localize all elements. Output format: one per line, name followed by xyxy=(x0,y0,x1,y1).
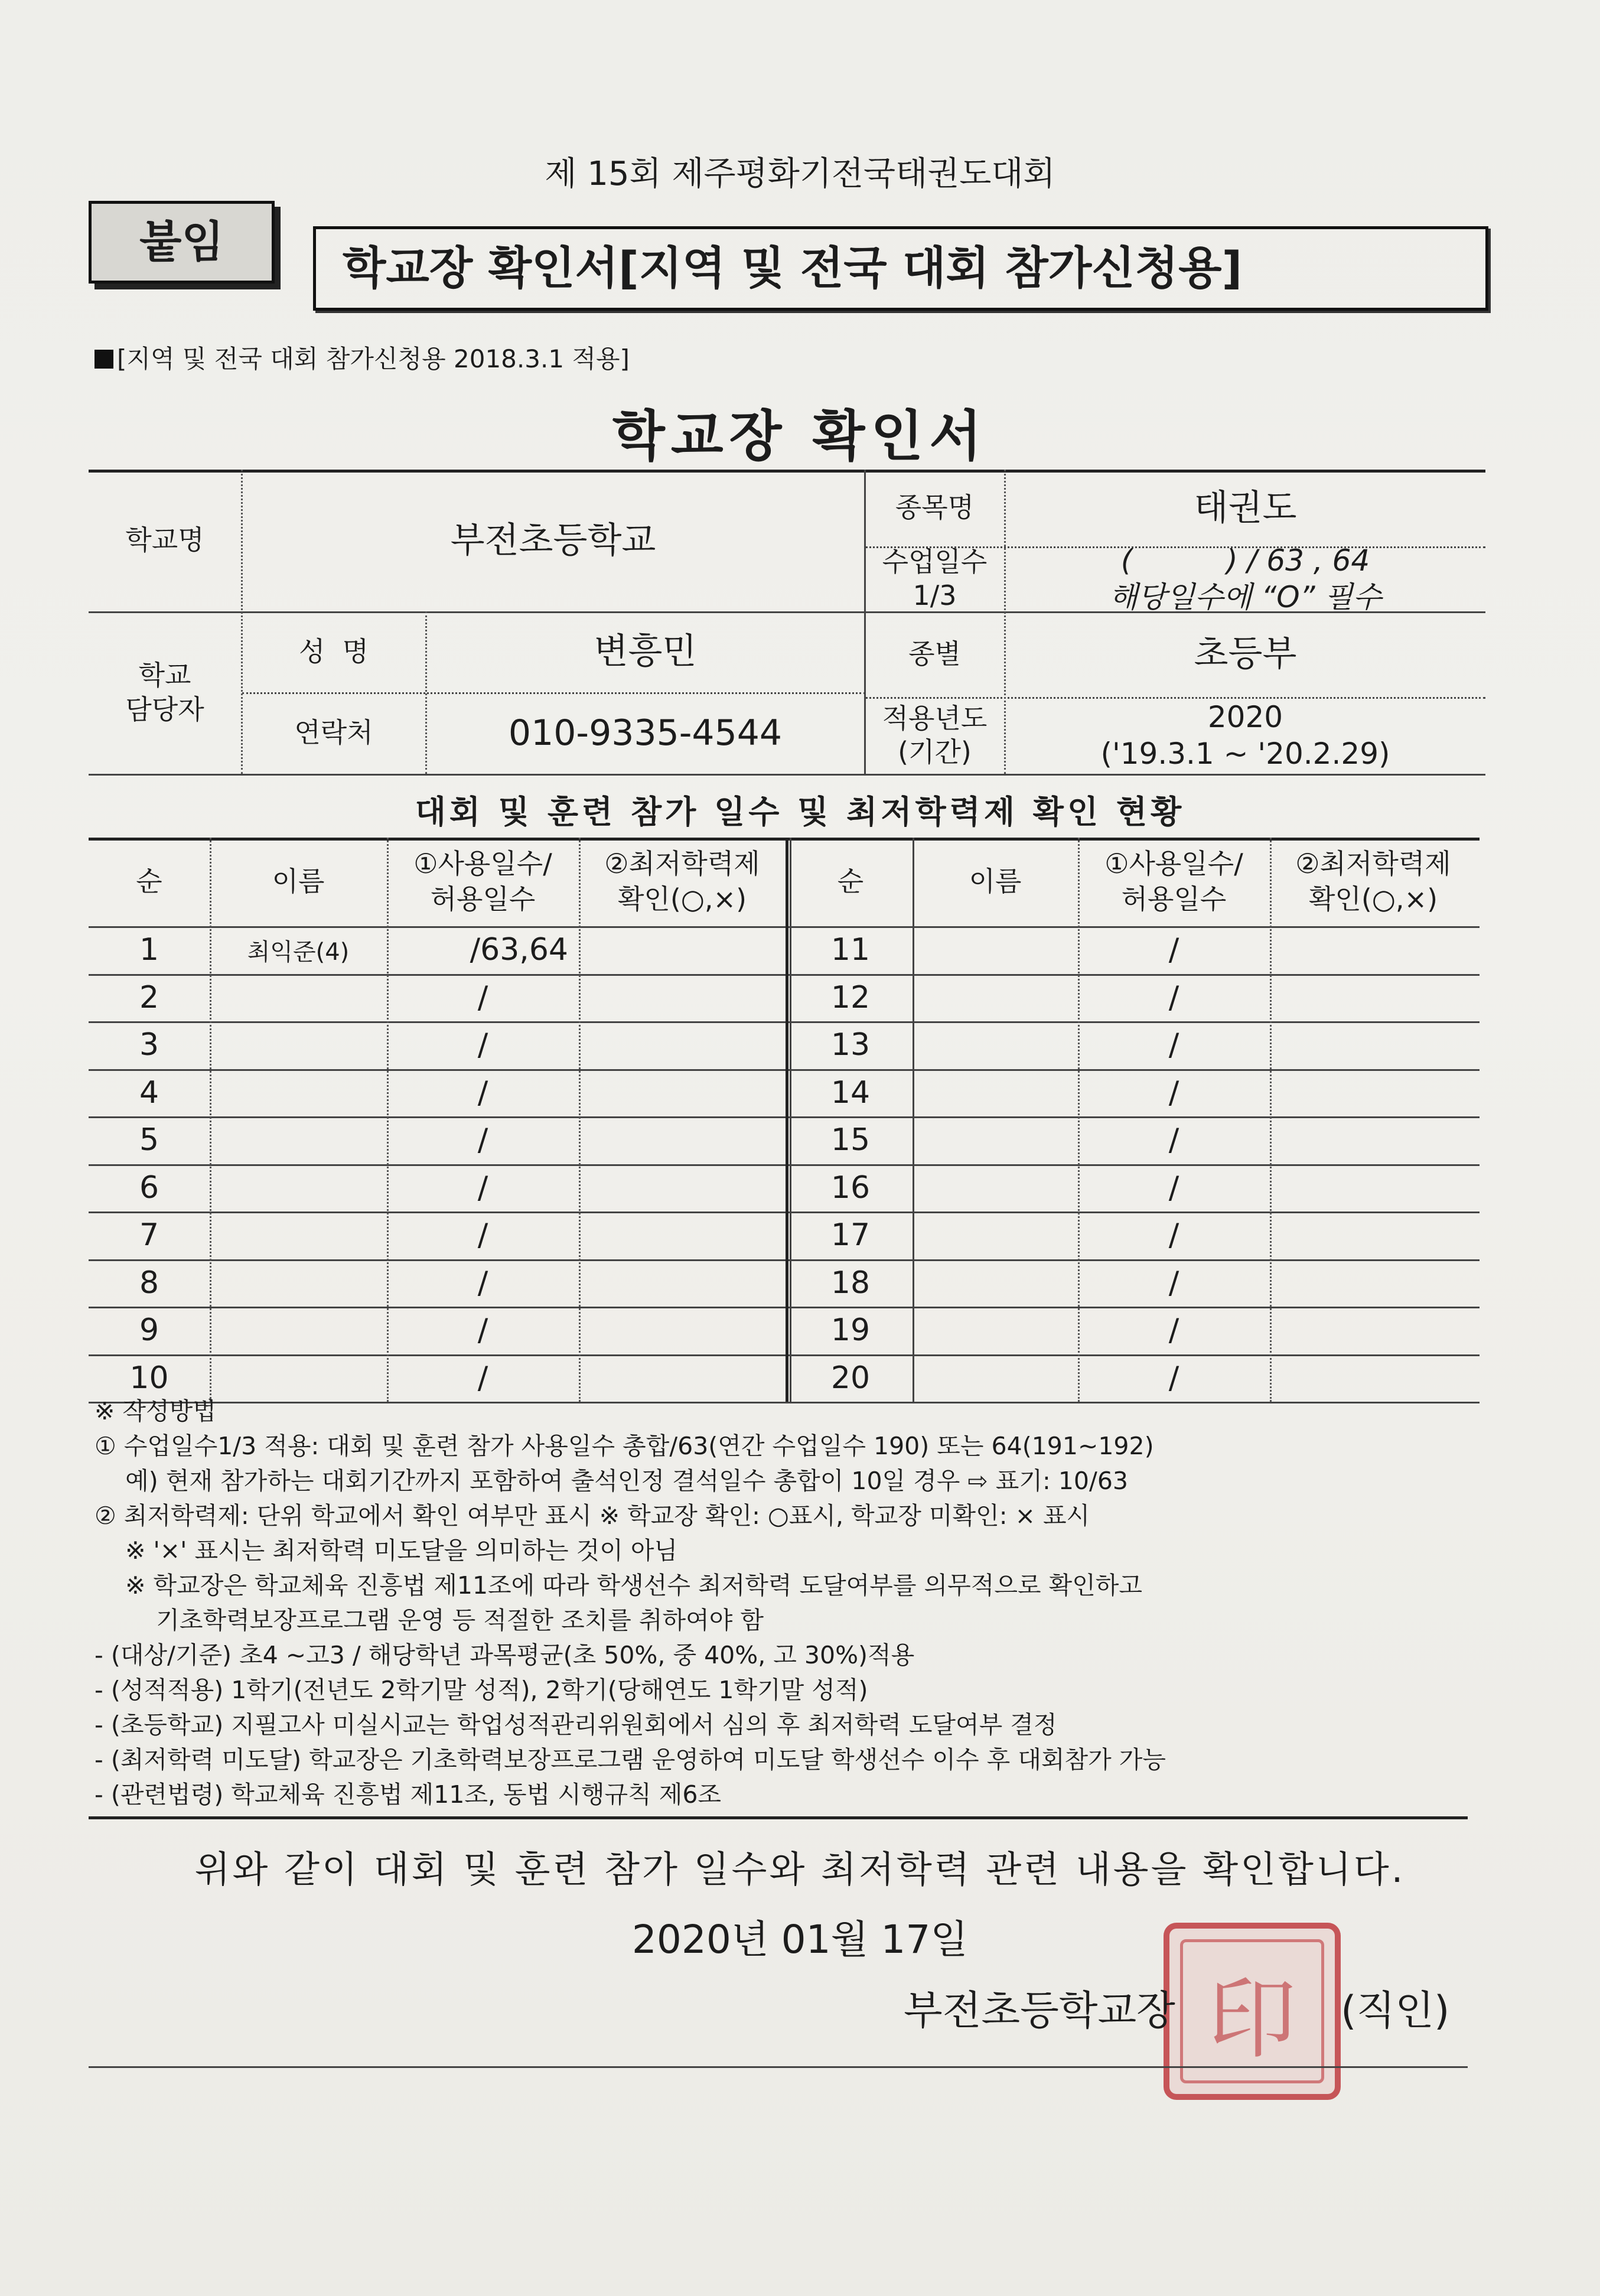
left-row-8-name[interactable] xyxy=(210,1259,387,1307)
right-row-5-days[interactable]: / xyxy=(1168,1122,1179,1158)
year-value xyxy=(1005,697,1485,774)
left-row-5-check[interactable] xyxy=(579,1116,786,1164)
contact-label xyxy=(89,611,241,774)
right-row-1-days[interactable]: / xyxy=(1168,932,1179,968)
confirm-text: 위와 같이 대회 및 훈련 참가 일수와 최저학력 관련 내용을 확인합니다. xyxy=(194,1848,1406,1891)
phone-label: 연락처 xyxy=(294,717,373,749)
writing-notes xyxy=(94,1394,1512,1812)
school-value: 부전초등학교 xyxy=(450,519,656,561)
right-row-6-check[interactable] xyxy=(1270,1164,1477,1212)
right-row-5-check[interactable] xyxy=(1270,1116,1477,1164)
left-row-2-no: 2 xyxy=(139,979,159,1015)
date-text: 2020년 01월 17일 xyxy=(631,1917,969,1962)
left-row-5-no: 5 xyxy=(139,1122,159,1158)
right-row-7-no: 17 xyxy=(830,1217,871,1253)
left-row-8-days[interactable]: / xyxy=(477,1265,488,1301)
left-row-6-name[interactable] xyxy=(210,1164,387,1212)
right-row-6-days[interactable]: / xyxy=(1168,1170,1179,1206)
right-row-4-check[interactable] xyxy=(1270,1069,1477,1117)
right-row-5-name[interactable] xyxy=(913,1116,1078,1164)
seal-stamp-icon: 印 xyxy=(1207,1968,1296,2071)
seal-mark-text: (직인) xyxy=(1341,1988,1450,2034)
left-row-3-name[interactable] xyxy=(210,1021,387,1069)
note-line: ※ '×' 표시는 최저학력 미도달을 의미하는 것이 아님 xyxy=(94,1536,678,1565)
left-row-10-no: 10 xyxy=(129,1360,169,1396)
right-row-8-no: 18 xyxy=(830,1265,871,1301)
right-row-10-no: 20 xyxy=(830,1360,871,1396)
days-label-line2: 1/3 xyxy=(913,579,957,611)
left-row-9-check[interactable] xyxy=(579,1307,786,1354)
right-row-2-no: 12 xyxy=(830,979,871,1015)
left-row-7-check[interactable] xyxy=(579,1211,786,1259)
right-row-7-check[interactable] xyxy=(1270,1211,1477,1259)
apply-note xyxy=(94,340,630,375)
header-title: 학교장 확인서[지역 및 전국 대회 참가신청용] xyxy=(313,226,1488,311)
event-label: 종목명 xyxy=(895,491,975,524)
right-header-name: 이름 xyxy=(969,865,1022,898)
period-value-text: ('19.3.1 ~ '20.2.29) xyxy=(1100,737,1390,771)
note-line: - (초등학교) 지필고사 미실시교는 학업성적관리위원회에서 심의 후 최저학력 도달여부 결정 xyxy=(94,1711,1057,1739)
doc-title: 학교장 확인서 xyxy=(612,405,988,468)
right-header-days-line2: 허용일수 xyxy=(1121,883,1227,915)
signer-text: 부전초등학교장 xyxy=(904,1988,1175,2034)
left-row-4-check[interactable] xyxy=(579,1069,786,1117)
left-header-check xyxy=(579,838,786,926)
right-row-6-name[interactable] xyxy=(913,1164,1078,1212)
right-row-9-name[interactable] xyxy=(913,1307,1078,1354)
year-label xyxy=(865,697,1004,774)
contact-label-line1: 학교 xyxy=(138,659,191,691)
left-header-name: 이름 xyxy=(272,865,325,898)
contact-label-line2: 담당자 xyxy=(125,693,204,725)
right-header-days-line1: ①사용일수/ xyxy=(1104,848,1243,880)
days-note: 해당일수에 “O” 필수 xyxy=(1109,580,1382,614)
left-row-9-days[interactable]: / xyxy=(477,1313,488,1349)
right-row-4-days[interactable]: / xyxy=(1168,1074,1179,1110)
phone-value: 010-9335-4544 xyxy=(508,712,783,754)
right-header-check-line2: 확인(○,×) xyxy=(1308,883,1438,915)
right-row-8-days[interactable]: / xyxy=(1168,1265,1179,1301)
left-header-days-line1: ①사용일수/ xyxy=(413,848,552,880)
left-row-1-check[interactable] xyxy=(579,926,786,974)
right-row-7-days[interactable]: / xyxy=(1168,1217,1179,1253)
left-row-2-check[interactable] xyxy=(579,974,786,1022)
left-row-1-name[interactable]: 최익준(4) xyxy=(247,938,350,966)
right-row-9-check[interactable] xyxy=(1270,1307,1477,1354)
left-row-5-days[interactable]: / xyxy=(477,1122,488,1158)
days-value xyxy=(1005,543,1485,614)
division-label: 종별 xyxy=(908,637,961,670)
note-line: 예) 현재 참가하는 대회기간까지 포함하여 출석인정 결석일수 총합이 10일 경우 ⇨ 표기: 10/63 xyxy=(94,1467,1129,1495)
note-line: - (성적적용) 1학기(전년도 2학기말 성적), 2학기(당해연도 1학기말 성적) xyxy=(94,1676,868,1704)
left-row-9-no: 9 xyxy=(139,1313,159,1349)
official-seal xyxy=(1164,1923,1341,2100)
year-value-text: 2020 xyxy=(1207,699,1283,734)
right-row-1-check[interactable] xyxy=(1270,926,1477,974)
left-row-1-days[interactable]: /63,64 xyxy=(470,932,568,968)
right-row-2-check[interactable] xyxy=(1270,974,1477,1022)
left-row-3-check[interactable] xyxy=(579,1021,786,1069)
event-value: 태권도 xyxy=(1194,487,1297,529)
note-line: 기초학력보장프로그램 운영 등 적절한 조치를 취하여야 함 xyxy=(94,1606,764,1634)
left-header-check-line2: 확인(○,×) xyxy=(617,883,747,915)
division-value: 초등부 xyxy=(1194,633,1297,675)
right-row-1-no: 11 xyxy=(830,932,871,968)
right-row-7-name[interactable] xyxy=(913,1211,1078,1259)
left-row-6-days[interactable]: / xyxy=(477,1170,488,1206)
left-row-4-days[interactable]: / xyxy=(477,1074,488,1110)
right-header-days xyxy=(1078,838,1270,926)
left-row-7-name[interactable] xyxy=(210,1211,387,1259)
left-row-5-name[interactable] xyxy=(210,1116,387,1164)
note-line: - (관련법령) 학교체육 진흥법 제11조, 동법 시행규칙 제6조 xyxy=(94,1780,722,1809)
left-header-check-line1: ②최저학력제 xyxy=(604,848,760,880)
right-row-4-no: 14 xyxy=(830,1074,871,1110)
left-row-6-check[interactable] xyxy=(579,1164,786,1212)
left-row-8-check[interactable] xyxy=(579,1259,786,1307)
left-row-4-no: 4 xyxy=(139,1074,159,1110)
right-row-2-days[interactable]: / xyxy=(1168,979,1179,1015)
note-line: ① 수업일수1/3 적용: 대회 및 훈련 참가 사용일수 총합/63(연간 수업일수 190) 또는 64(191~192) xyxy=(94,1432,1154,1460)
right-row-3-name[interactable] xyxy=(913,1021,1078,1069)
days-label xyxy=(865,546,1004,611)
left-header-days xyxy=(387,838,579,926)
year-label-line2: (기간) xyxy=(898,736,972,768)
note-line: - (최저학력 미도달) 학교장은 기초학력보장프로그램 운영하여 미도달 학생선수 이수 후 대회참가 가능 xyxy=(94,1745,1166,1774)
left-row-9-name[interactable] xyxy=(210,1307,387,1354)
left-header-no: 순 xyxy=(136,865,162,898)
note-line: ※ 작성방법 xyxy=(94,1397,216,1425)
name-label: 성 명 xyxy=(298,635,369,667)
left-row-4-name[interactable] xyxy=(210,1069,387,1117)
right-row-3-no: 13 xyxy=(830,1027,871,1063)
right-row-9-days[interactable]: / xyxy=(1168,1313,1179,1349)
name-value: 변흥민 xyxy=(594,631,697,672)
left-row-2-days[interactable]: / xyxy=(477,979,488,1015)
left-row-2-name[interactable] xyxy=(210,974,387,1022)
right-row-2-name[interactable] xyxy=(913,974,1078,1022)
school-label: 학교명 xyxy=(125,524,204,556)
attachment-label: 붙임 xyxy=(89,201,275,284)
section-title: 대회 및 훈련 참가 일수 및 최저학력제 확인 현황 xyxy=(415,793,1185,831)
right-row-9-no: 19 xyxy=(830,1313,871,1349)
right-row-1-name[interactable] xyxy=(913,926,1078,974)
event-title: 제 15회 제주평화기전국태권도대회 xyxy=(545,155,1055,193)
left-row-10-days[interactable]: / xyxy=(477,1360,488,1396)
apply-note-text: [지역 및 전국 대회 참가신청용 2018.3.1 적용] xyxy=(117,344,630,373)
right-row-3-days[interactable]: / xyxy=(1168,1027,1179,1063)
left-row-1-no: 1 xyxy=(139,932,159,968)
right-header-no: 순 xyxy=(837,865,864,898)
left-row-7-no: 7 xyxy=(139,1217,159,1253)
left-row-7-days[interactable]: / xyxy=(477,1217,488,1253)
days-label-line1: 수업일수 xyxy=(882,545,988,578)
right-row-5-no: 15 xyxy=(830,1122,871,1158)
square-bullet-icon xyxy=(94,350,113,369)
left-row-6-no: 6 xyxy=(139,1170,159,1206)
left-header-days-line2: 허용일수 xyxy=(430,883,536,915)
right-header-check-line1: ②최저학력제 xyxy=(1295,848,1451,880)
right-row-8-check[interactable] xyxy=(1270,1259,1477,1307)
left-row-3-no: 3 xyxy=(139,1027,159,1063)
right-row-6-no: 16 xyxy=(830,1170,871,1206)
right-row-10-days[interactable]: / xyxy=(1168,1360,1179,1396)
note-line: ② 최저학력제: 단위 학교에서 확인 여부만 표시 ※ 학교장 확인: ○표시, 학교장 미확인: × 표시 xyxy=(94,1502,1090,1530)
left-row-3-days[interactable]: / xyxy=(477,1027,488,1063)
right-row-4-name[interactable] xyxy=(913,1069,1078,1117)
right-row-8-name[interactable] xyxy=(913,1259,1078,1307)
left-row-8-no: 8 xyxy=(139,1265,159,1301)
right-header-check xyxy=(1270,838,1477,926)
right-row-3-check[interactable] xyxy=(1270,1021,1477,1069)
days-value-text: ( ) / 63 , 64 xyxy=(1120,543,1370,578)
note-line: - (대상/기준) 초4 ~고3 / 해당학년 과목평균(초 50%, 중 40%, 고 30%)적용 xyxy=(94,1641,915,1669)
note-line: ※ 학교장은 학교체육 진흥법 제11조에 따라 학생선수 최저학력 도달여부를 의무적으로 확인하고 xyxy=(94,1571,1143,1600)
year-label-line1: 적용년도 xyxy=(882,702,988,734)
